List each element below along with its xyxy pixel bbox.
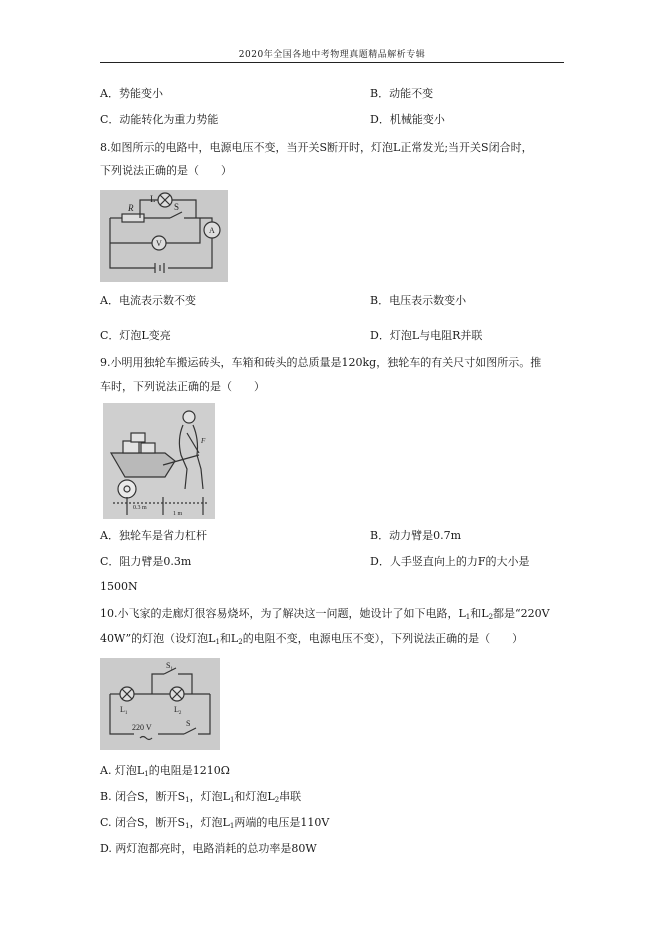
q8-label-l: L [150,194,156,204]
q10-option-d: D. 两灯泡都亮时，电路消耗的总功率是80W [100,842,317,855]
q8-stem-line1: 8.如图所示的电路中，电源电压不变，当开关S断开时，灯泡L正常发光;当开关S闭合时， [100,141,533,154]
q7-option-a: A．势能变小 [100,87,163,100]
q9-option-d-continuation: 1500N [100,580,138,593]
q10-circuit-figure [100,658,220,750]
q10-label-l1: $L_1$ [120,705,128,716]
q9-stem-line2: 车时，下列说法正确的是（ ） [100,380,265,393]
q8-label-v: V [156,239,162,248]
q8-stem-line2: 下列说法正确的是（ ） [100,164,232,177]
q10-label-s: S [186,719,191,728]
q7-option-c: C．动能转化为重力势能 [100,113,219,126]
q10-option-b: B. 闭合S，断开$S_1$，灯泡$L_1$和灯泡$L_2$串联 [100,790,302,804]
q8-label-r: R [128,203,134,213]
q8-option-a: A．电流表示数不变 [100,294,196,307]
q8-label-s: S [174,202,180,212]
q10-label-220v: 220 V [132,723,152,732]
q10-label-s1: $S_1$ [166,661,173,672]
q9-wheelbarrow-figure [103,403,215,519]
q10-stem-line1: 10.小飞家的走廊灯很容易烧坏，为了解决这一问题，她设计了如下电路，$L_1$和$L_2$都是“220V [100,607,550,621]
q8-option-b: B．电压表示数变小 [370,294,467,307]
q9-option-b: B．动力臂是0.7m [370,529,462,542]
q10-stem-line2: 40W”的灯泡（设灯泡$L_1$和$L_2$的电阻不变，电源电压不变），下列说法正确的是（ ） [100,632,524,646]
q10-option-a: A. 灯泡$L_1$的电阻是1210Ω [100,764,230,778]
q10-option-c: C. 闭合S，断开$S_1$，灯泡$L_1$两端的电压是110V [100,816,330,830]
q8-option-c: C．灯泡L变亮 [100,329,171,342]
q7-option-d: D．机械能变小 [370,113,445,126]
q8-label-a: A [209,226,215,235]
q9-option-c: C．阻力臂是0.3m [100,555,192,568]
header-divider [100,62,564,63]
q9-label-1m: 1 m [173,511,183,517]
q9-label-f: F [201,437,206,445]
q8-circuit-figure [100,190,228,282]
q9-option-d: D．人手竖直向上的力F的大小是 [370,555,530,568]
q9-label-0-3m: 0.3 m [133,505,147,511]
q8-option-d: D．灯泡L与电阻R并联 [370,329,483,342]
q10-label-l2: $L_2$ [174,705,182,716]
q7-option-b: B．动能不变 [370,87,434,100]
q9-option-a: A．独轮车是省力杠杆 [100,529,207,542]
page-header: 2020年全国各地中考物理真题精品解析专辑 [238,50,426,60]
q9-stem-line1: 9.小明用独轮车搬运砖头，车箱和砖头的总质量是120kg，独轮车的有关尺寸如图所示。推 [100,356,542,369]
